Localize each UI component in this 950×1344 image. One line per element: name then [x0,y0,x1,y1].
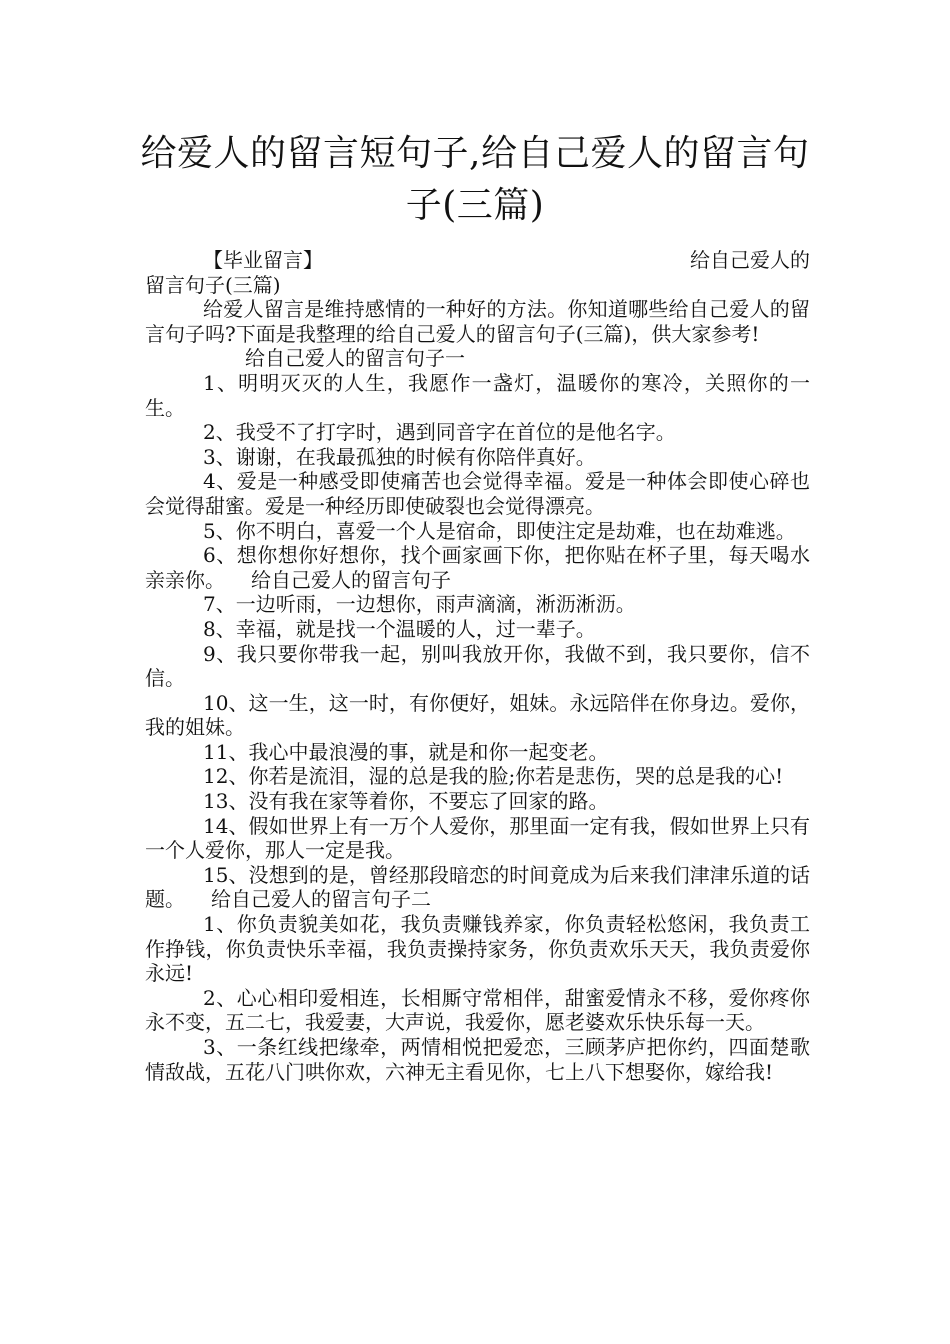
list-item: 5、你不明白，喜爱一个人是宿命，即使注定是劫难，也在劫难逃。 [203,518,796,543]
list-item: 3、一条红线把缘牵，两情相悦把爱恋，三顾茅庐把你约，四面楚歌情敌战，五花八门哄你欢，六神无主看见你，七上八下想娶你，嫁给我! [145,1035,810,1084]
tag-right-text: 给自己爱人的 [690,248,810,272]
category-tag: 【毕业留言】 [203,248,323,272]
list-item: 13、没有我在家等着你，不要忘了回家的路。 [203,789,609,814]
list-item: 8、幸福，就是找一个温暖的人，过一辈子。 [203,616,596,641]
document-body [145,248,810,1084]
list-item-text: 6、想你想你好想你，找个画家画下你，把你贴在杯子里，每天喝水亲亲你。 [145,543,810,592]
inline-section-heading: 给自己爱人的留言句子 [251,567,451,592]
section-heading-1: 给自己爱人的留言句子一 [245,346,465,371]
list-item: 3、谢谢，在我最孤独的时候有你陪伴真好。 [203,444,596,469]
list-item: 2、我受不了打字时，遇到同音字在首位的是他名字。 [203,420,676,445]
list-item: 1、明明灭灭的人生，我愿作一盏灯，温暖你的寒冷，关照你的一生。 [145,370,810,420]
list-item: 4、爱是一种感受即使痛苦也会觉得幸福。爱是一种体会即使心碎也会觉得甜蜜。爱是一种经历即使破裂也会觉得漂亮。 [145,469,810,518]
list-item: 9、我只要你带我一起，别叫我放开你，我做不到，我只要你，信不信。 [145,641,810,691]
list-item: 7、一边听雨，一边想你，雨声滴滴，淅沥淅沥。 [203,592,636,617]
intro-paragraph: 给爱人留言是维持感情的一种好的方法。你知道哪些给自己爱人的留言句子吗?下面是我整理的给自己爱人的留言句子(三篇)，供大家参考! [145,297,810,346]
tag-continuation: 留言句子(三篇) [145,272,281,297]
list-item: 1、你负责貌美如花，我负责赚钱养家，你负责轻松悠闲，我负责工作挣钱，你负责快乐幸福，我负责操持家务，你负责欢乐天天，我负责爱你永远! [145,912,810,986]
list-item-text: 15、没想到的是，曾经那段暗恋的时间竟成为后来我们津津乐道的话题。 [145,862,810,912]
list-item: 2、心心相印爱相连，长相厮守常相伴，甜蜜爱情永不移，爱你疼你永不变，五二七，我爱妻，大声说，我爱你，愿老婆欢乐快乐每一天。 [145,985,810,1035]
list-item [145,863,810,912]
section-heading-2: 给自己爱人的留言句子二 [211,887,431,912]
document-title: 给爱人的留言短句子,给自己爱人的留言句子(三篇) [140,133,810,226]
list-item: 12、你若是流泪，湿的总是我的脸;你若是悲伤，哭的总是我的心! [203,764,784,789]
list-item: 14、假如世界上有一万个人爱你，那里面一定有我，假如世界上只有一个人爱你，那人一定是我。 [145,813,810,863]
tag-line [145,248,810,273]
list-item: 11、我心中最浪漫的事，就是和你一起变老。 [203,739,609,764]
list-item [145,543,810,592]
list-item: 10、这一生，这一时，有你便好，姐妹。永远陪伴在你身边。爱你，我的姐妹。 [145,690,810,740]
